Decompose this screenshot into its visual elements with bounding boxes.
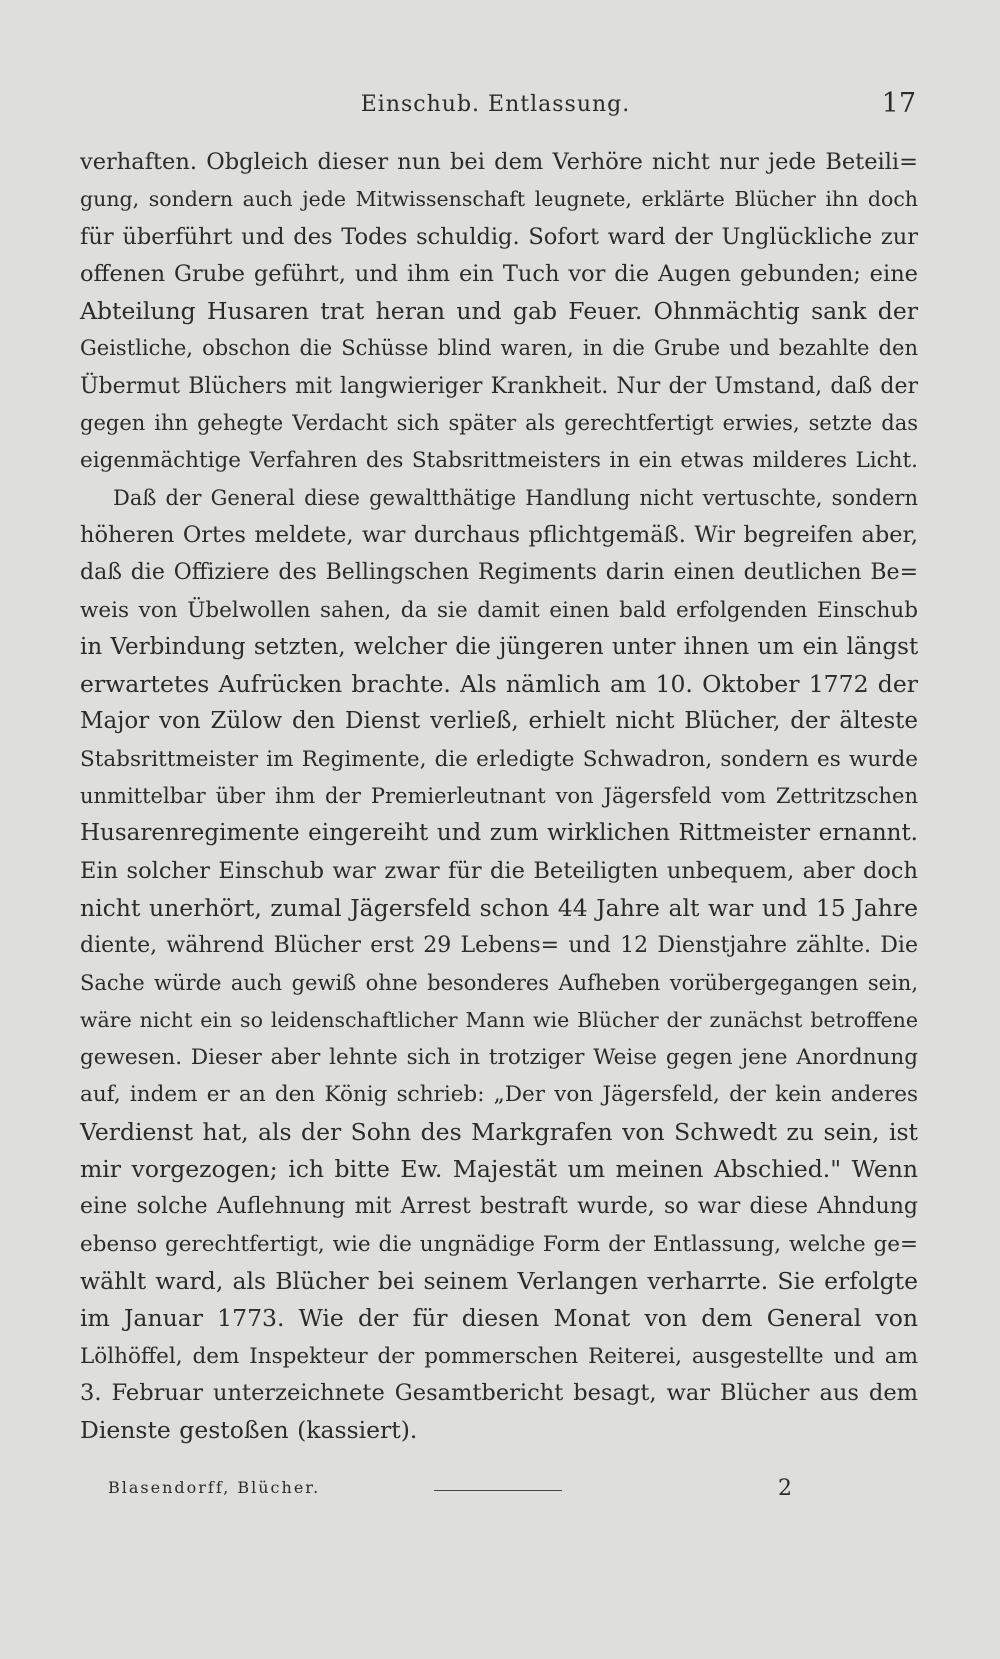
text-line: eigenmächtige Verfahren des Stabsrittmeisters in ein etwas milderes Licht. (80, 448, 918, 474)
text-line: Abteilung Husaren trat heran und gab Feuer. Ohnmächtig sank der (80, 297, 918, 326)
text-line: nicht unerhört, zumal Jägersfeld schon 44 Jahre alt war und 15 Jahre (80, 893, 918, 922)
text-line: im Januar 1773. Wie der für diesen Monat von dem General von (80, 1304, 918, 1333)
text-line: mir vorgezogen; ich bitte Ew. Majestät um meinen Abschied." Wenn (80, 1155, 918, 1184)
text-line: auf, indem er an den König schrieb: „Der von Jägersfeld, der kein anderes (80, 1082, 918, 1108)
text-line: diente, während Blücher erst 29 Lebens= und 12 Dienstjahre zählte. Die (80, 933, 918, 959)
text-line: Verdienst hat, als der Sohn des Markgrafen von Schwedt zu sein, ist (80, 1117, 918, 1146)
text-line: Stabsrittmeister im Regimente, die erledigte Schwadron, sondern es wurde (80, 746, 918, 772)
page-number: 17 (881, 88, 916, 119)
text-line: offenen Grube geführt, und ihm ein Tuch vor die Augen gebunden; eine (80, 260, 918, 287)
text-line: Geistliche, obschon die Schüsse blind waren, in die Grube und bezahlte den (80, 336, 918, 361)
text-line: für überführt und des Todes schuldig. Sofort ward der Unglückliche zur (80, 223, 918, 250)
paragraph-end-line: Dienste gestoßen (kassiert). (80, 1416, 418, 1445)
text-line: wählt ward, als Blücher bei seinem Verlangen verharrte. Sie erfolgte (80, 1266, 918, 1295)
text-line: unmittelbar über ihm der Premierleutnant von Jägersfeld vom Zettritzschen (80, 784, 918, 809)
signature-number: 2 (778, 1476, 792, 1501)
signature-mark: Blasendorff, Blücher. (108, 1478, 321, 1497)
paragraph-start-line: Daß der General diese gewaltthätige Handlung nicht vertuschte, sondern (113, 485, 918, 510)
text-line: in Verbindung setzten, welcher die jüngeren unter ihnen um ein längst (80, 633, 919, 660)
text-line: gung, sondern auch jede Mitwissenschaft leugnete, erklärte Blücher ihn doch (80, 187, 918, 212)
text-line: Major von Zülow den Dienst verließ, erhielt nicht Blücher, der älteste (80, 708, 918, 735)
running-title: Einschub. Entlassung. (360, 92, 631, 117)
text-line: gegen ihn gehegte Verdacht sich später als gerechtfertigt erwies, setzte das (80, 411, 918, 436)
text-line: daß die Offiziere des Bellingschen Regiments darin einen deutlichen Be= (80, 560, 918, 586)
text-line: 3. Februar unterzeichnete Gesamtbericht besagt, war Blücher aus dem (80, 1379, 918, 1406)
running-head (75, 88, 916, 128)
text-line: verhaften. Obgleich dieser nun bei dem Verhöre nicht nur jede Beteili= (80, 149, 918, 175)
footer-rule (434, 1490, 562, 1491)
text-line: gewesen. Dieser aber lehnte sich in trotziger Weise gegen jene Anordnung (80, 1045, 918, 1071)
text-line: Husarenregimente eingereiht und zum wirklichen Rittmeister ernannt. (80, 820, 918, 847)
text-line: ebenso gerechtfertigt, wie die ungnädige Form der Entlassung, welche ge= (80, 1231, 918, 1257)
body-text (80, 144, 918, 1449)
text-line: eine solche Auflehnung mit Arrest bestraft wurde, so war diese Ahndung (80, 1194, 918, 1220)
text-line: Übermut Blüchers mit langwieriger Krankheit. Nur der Umstand, daß der (80, 373, 918, 399)
text-line: Sache würde auch gewiß ohne besonderes Aufheben vorübergegangen sein, (80, 970, 918, 995)
page-footer (108, 1476, 920, 1506)
text-line: weis von Übelwollen sahen, da sie damit einen bald erfolgenden Einschub (80, 597, 918, 623)
text-line: erwartetes Aufrücken brachte. Als nämlich am 10. Oktober 1772 der (80, 670, 918, 699)
text-line: Ein solcher Einschub war zwar für die Beteiligten unbequem, aber doch (80, 857, 918, 884)
text-line: Lölhöffel, dem Inspekteur der pommerschen Reiterei, ausgestellte und am (80, 1343, 918, 1369)
text-line: höheren Ortes meldete, war durchaus pflichtgemäß. Wir begreifen aber, (80, 521, 918, 548)
text-line: wäre nicht ein so leidenschaftlicher Mann wie Blücher der zunächst betroffene (80, 1007, 918, 1032)
